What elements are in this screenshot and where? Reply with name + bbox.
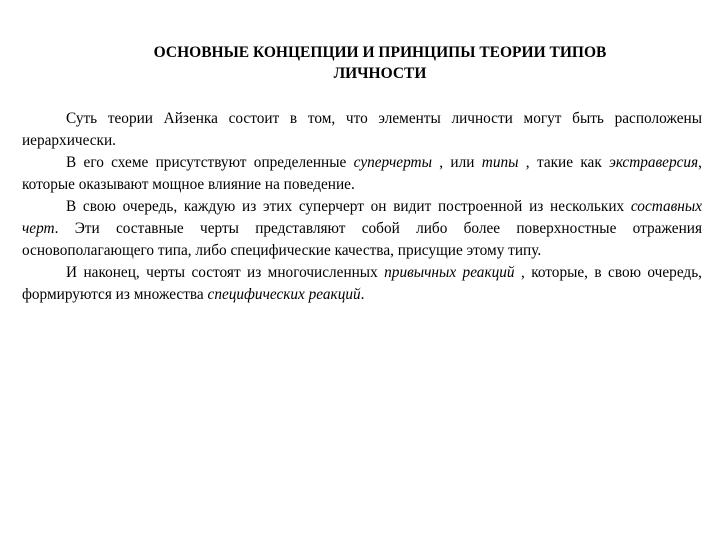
p2-text-b: , или — [431, 154, 482, 171]
p2-text-c: , такие как — [518, 154, 610, 171]
p3-text-b: . Эти составные черты представляют собой либо более поверхностные отражения основополагающего типа, либо специфические качества, присущие этому типу. — [22, 220, 702, 259]
p2-text-a: В его схеме присутствуют определенные — [66, 154, 354, 171]
document-body — [22, 108, 702, 306]
p4-text-a: И наконец, черты состоят из многочисленных — [66, 264, 385, 281]
paragraph-4 — [22, 262, 702, 306]
term-superchertes: суперчерты — [353, 154, 432, 171]
paragraph-1 — [22, 108, 702, 152]
page-title: ОСНОВНЫЕ КОНЦЕПЦИИ И ПРИНЦИПЫ ТЕОРИИ ТИПОВ ЛИЧНОСТИ — [153, 44, 607, 82]
term-types: типы — [481, 154, 519, 171]
p2-text-d: , которые оказывают мощное влияние на поведение. — [22, 154, 702, 193]
term-extraversion: экстраверсия — [609, 154, 699, 171]
paragraph-3 — [22, 196, 702, 262]
p4-text-b: , которые, в свою очередь, формируются из множества — [22, 264, 702, 303]
paragraph-1-text: Суть теории Айзенка состоит в том, что элементы личности могут быть расположены иерархически. — [22, 110, 702, 149]
term-component-traits: составных черт — [22, 198, 702, 237]
term-specific-reactions: специфических реакций — [207, 286, 361, 303]
term-habitual-reactions: привычных реакций — [384, 264, 515, 281]
p3-text-a: В свою очередь, каждую из этих суперчерт он видит построенной из нескольких — [66, 198, 631, 215]
p4-text-c: . — [360, 286, 365, 303]
paragraph-2 — [22, 152, 702, 196]
